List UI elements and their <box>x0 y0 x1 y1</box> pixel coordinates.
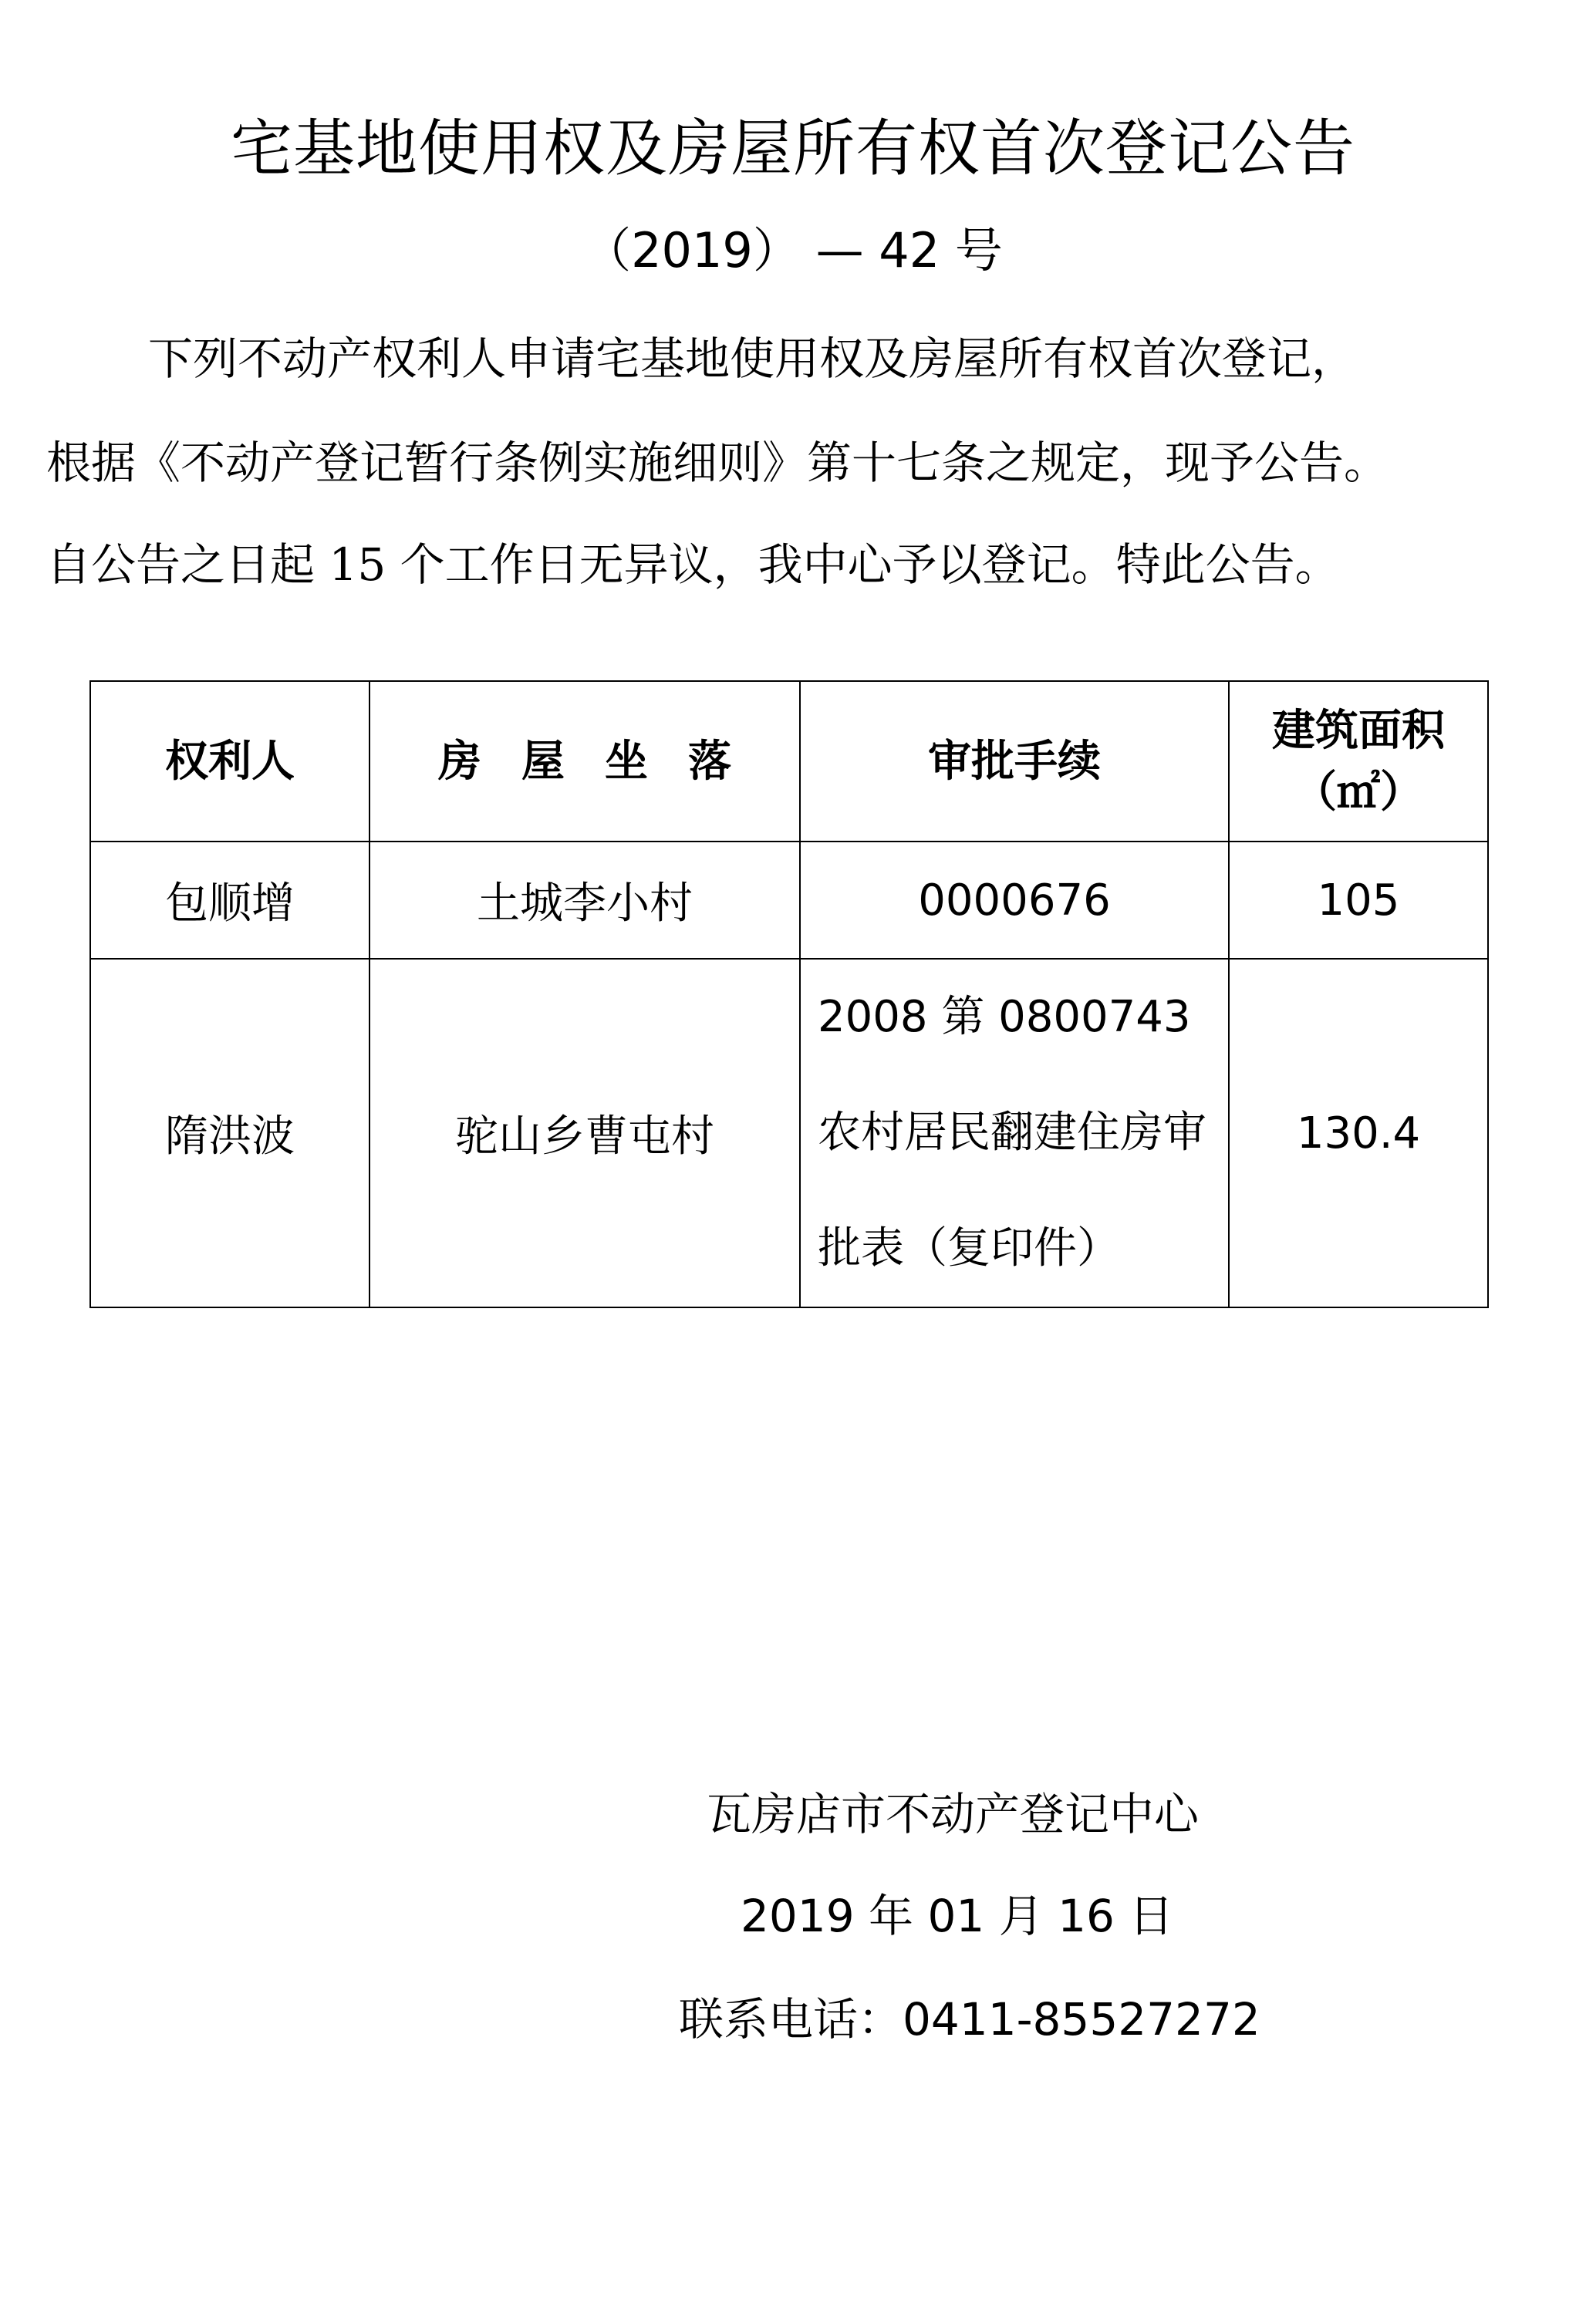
cell-holder: 包顺增 <box>90 842 370 959</box>
cell-location: 土城李小村 <box>370 842 800 959</box>
table-row <box>90 842 1488 959</box>
notice-paragraph-line-1: 下列不动产权利人申请宅基地使用权及房屋所有权首次登记， <box>148 332 1357 385</box>
header-holder: 权利人 <box>90 681 370 842</box>
notice-paragraph-line-3: 自公告之日起 15 个工作日无异议，我中心予以登记。特此公告。 <box>46 538 1340 591</box>
cell-area: 105 <box>1229 842 1488 959</box>
header-approval: 审批手续 <box>800 681 1229 842</box>
table-header-row <box>90 681 1488 842</box>
header-area <box>1229 681 1488 842</box>
cell-area: 130.4 <box>1229 959 1488 1307</box>
issuing-organization: 瓦房店市不动产登记中心 <box>707 1788 1200 1840</box>
cell-holder: 隋洪波 <box>90 959 370 1307</box>
issue-date: 2019 年 01 月 16 日 <box>741 1890 1174 1942</box>
header-location-label: 房屋坐落 <box>438 736 771 787</box>
header-location <box>370 681 800 842</box>
contact-phone: 联系电话：0411-85527272 <box>679 1993 1260 2046</box>
notice-paragraph-line-2: 根据《不动产登记暂行条例实施细则》第十七条之规定，现予公告。 <box>46 437 1389 489</box>
cell-approval: 2008 第 0800743 农村居民翻建住房审批表（复印件） <box>800 959 1229 1307</box>
registration-table <box>89 680 1489 1308</box>
cell-approval: 0000676 <box>800 842 1229 959</box>
cell-location: 驼山乡曹屯村 <box>370 959 800 1307</box>
table-row <box>90 959 1488 1307</box>
header-area-label: 建筑面积 <box>1272 705 1445 756</box>
notice-number: （2019） — 42 号 <box>583 222 1003 278</box>
header-area-unit: （㎡） <box>1294 767 1423 818</box>
notice-title: 宅基地使用权及房屋所有权首次登记公告 <box>231 113 1355 184</box>
